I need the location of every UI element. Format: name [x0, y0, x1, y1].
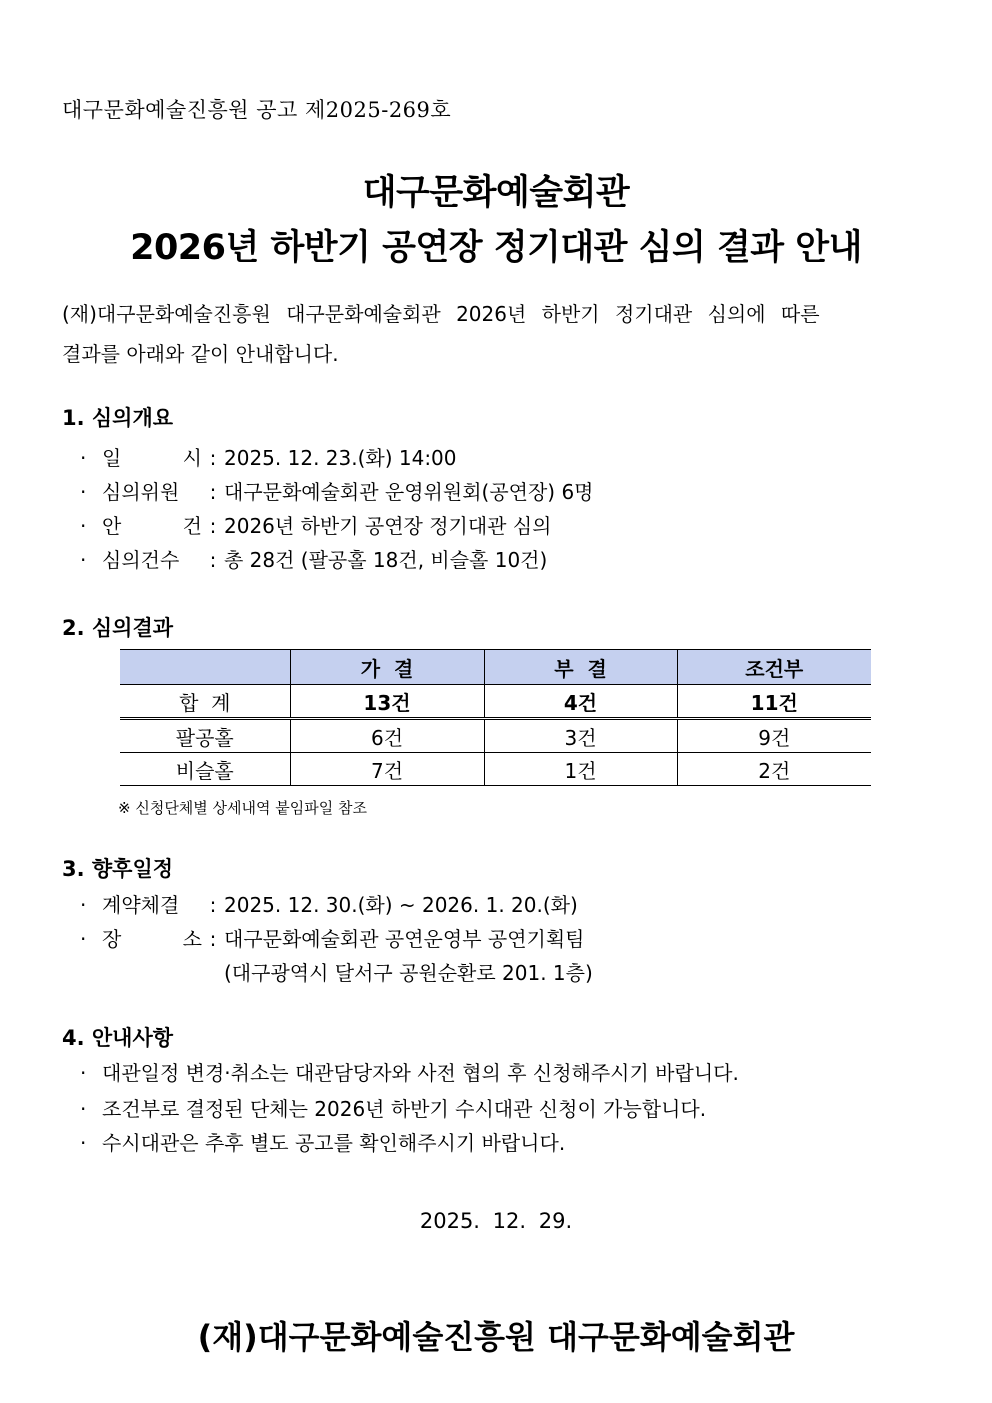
row-name-total: 합 계	[120, 685, 290, 719]
table-row	[120, 753, 871, 786]
result-table	[120, 649, 871, 786]
title-line-2: 2026년 하반기 공연장 정기대관 심의 결과 안내	[130, 228, 862, 268]
cell-rejected: 3건	[484, 719, 677, 753]
cell-approved: 13건	[290, 685, 484, 719]
intro-line-1: (재)대구문화예술진흥원 대구문화예술회관 2026년 하반기 정기대관 심의에 따른	[62, 302, 820, 326]
section-1-heading: 1. 심의개요	[62, 406, 174, 430]
table-row	[120, 685, 871, 719]
overview-row-date: · 일 시 : 2025. 12. 23.(화) 14:00	[80, 442, 457, 471]
issuer-name: (재)대구문화예술진흥원 대구문화예술회관	[197, 1318, 795, 1356]
guide-item: · 조건부로 결정된 단체는 2026년 하반기 수시대관 신청이 가능합니다.	[80, 1097, 707, 1121]
overview-label-date: 일 시	[102, 446, 202, 470]
column-header-rejected: 부 결	[484, 650, 677, 685]
column-header-conditional: 조건부	[677, 650, 871, 685]
column-header-blank	[120, 650, 290, 685]
section-3-heading: 3. 향후일정	[62, 857, 174, 881]
schedule-place-address: (대구광역시 달서구 공원순환로 201. 1층)	[224, 961, 593, 985]
cell-approved: 6건	[290, 719, 484, 753]
overview-label-count: 심의건수	[102, 548, 180, 572]
schedule-row-contract: · 계약체결 : 2025. 12. 30.(화) ~ 2026. 1. 20.(화)	[80, 889, 578, 918]
row-name-palgong: 팔공홀	[120, 719, 290, 753]
guide-item: · 수시대관은 추후 별도 공고를 확인해주시기 바랍니다.	[80, 1131, 566, 1155]
overview-value-committee: 대구문화예술회관 운영위원회(공연장) 6명	[224, 480, 594, 504]
cell-conditional: 11건	[677, 685, 871, 719]
table-row	[120, 719, 871, 753]
cell-conditional: 9건	[677, 719, 871, 753]
guide-text: 조건부로 결정된 단체는 2026년 하반기 수시대관 신청이 가능합니다.	[102, 1097, 707, 1121]
overview-row-agenda: · 안 건 : 2026년 하반기 공연장 정기대관 심의	[80, 510, 552, 539]
overview-row-count: · 심의건수 : 총 28건 (팔공홀 18건, 비슬홀 10건)	[80, 544, 547, 573]
schedule-value-place: 대구문화예술회관 공연운영부 공연기획팀	[224, 927, 585, 951]
overview-row-committee: · 심의위원 : 대구문화예술회관 운영위원회(공연장) 6명	[80, 476, 594, 505]
cell-rejected: 1건	[484, 753, 677, 786]
overview-value-count: 총 28건 (팔공홀 18건, 비슬홀 10건)	[224, 548, 548, 572]
overview-label-agenda: 안 건	[102, 514, 202, 538]
section-4-heading: 4. 안내사항	[62, 1026, 174, 1050]
overview-value-date: 2025. 12. 23.(화) 14:00	[224, 446, 457, 470]
section-2-heading: 2. 심의결과	[62, 616, 174, 640]
table-note: ※ 신청단체별 상세내역 붙임파일 참조	[118, 799, 367, 817]
table-header-row	[120, 650, 871, 685]
cell-conditional: 2건	[677, 753, 871, 786]
row-name-biseul: 비슬홀	[120, 753, 290, 786]
guide-text: 수시대관은 추후 별도 공고를 확인해주시기 바랍니다.	[102, 1131, 566, 1155]
intro-line-2: 결과를 아래와 같이 안내합니다.	[62, 342, 339, 366]
title-line-1: 대구문화예술회관	[362, 173, 630, 213]
issue-date: 2025. 12. 29.	[419, 1209, 573, 1233]
schedule-value-contract: 2025. 12. 30.(화) ~ 2026. 1. 20.(화)	[224, 893, 578, 917]
schedule-label-place: 장 소	[102, 927, 202, 951]
overview-value-agenda: 2026년 하반기 공연장 정기대관 심의	[224, 514, 552, 538]
bullet: ·	[80, 446, 87, 470]
cell-rejected: 4건	[484, 685, 677, 719]
schedule-row-place: · 장 소 : 대구문화예술회관 공연운영부 공연기획팀	[80, 923, 584, 952]
notice-number: 대구문화예술진흥원 공고 제2025-269호	[62, 98, 452, 122]
column-header-approved: 가 결	[290, 650, 484, 685]
guide-text: 대관일정 변경·취소는 대관담당자와 사전 협의 후 신청해주시기 바랍니다.	[102, 1061, 739, 1085]
cell-approved: 7건	[290, 753, 484, 786]
overview-label-committee: 심의위원	[102, 480, 180, 504]
schedule-label-contract: 계약체결	[102, 893, 180, 917]
guide-item: · 대관일정 변경·취소는 대관담당자와 사전 협의 후 신청해주시기 바랍니다.	[80, 1061, 739, 1085]
